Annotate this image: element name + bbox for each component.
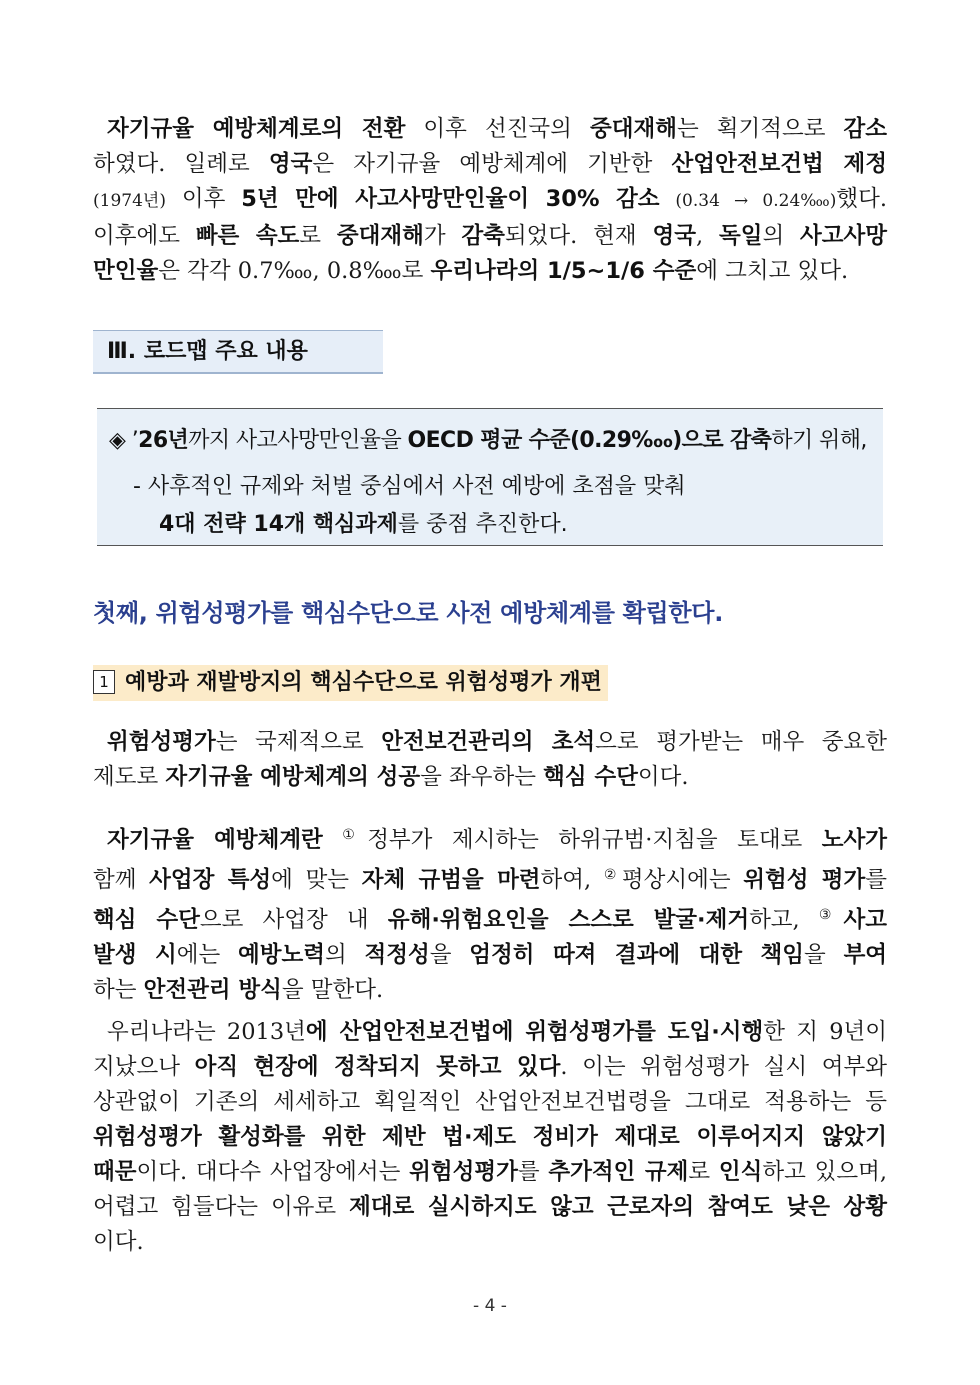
text-bold: 부여 [843,942,888,968]
text-run: 이다. [93,1229,144,1255]
text-run: 이후 선진국의 [405,116,590,142]
text-bold: OECD 평균 수준(0.29‱)으로 감축 [407,428,772,453]
text-run: 가 [423,223,462,249]
text-bold: 중대재해 [589,116,677,142]
text-bold: 에 [305,1019,340,1045]
text-bold: 때문 [93,1159,137,1185]
text-bold: 5년 만에 사고사망만인율이 30% 감소 [241,186,660,212]
text-run: 에 그치고 있다. [696,258,849,284]
text-run: 우리나라는 2013년 [107,1019,306,1045]
text-run: ③ [818,907,844,923]
task-heading-text: 예방과 재발방지의 핵심수단으로 위험성평가 개편 [125,670,602,695]
text-run: 하고 있으며, [762,1159,888,1185]
text-bold: 유해·위험요인을 스스로 발굴·제거 [387,907,750,933]
text-run: 으로 사업장 내 [199,907,388,933]
text-bold: 위험성 평가 [743,867,866,893]
text-run: ② [603,867,622,883]
text-run: 에 맞는 [271,867,362,893]
text-run: (0.34 → 0.24‱) [675,191,837,211]
text-run: 이후 [165,186,242,212]
text-run: 이다. 대다수 사업장에서는 [136,1159,410,1185]
text-run: 정부가 제시하는 하위규범·지침을 토대로 [367,827,822,853]
text-run: 은 각각 0.7‱, 0.8‱로 [158,258,431,284]
text-bold: 영국 [268,151,313,177]
text-bold: 중대재해 [336,223,424,249]
text-bold: 적정성 [364,942,430,968]
text-bold: 26년 [138,428,189,453]
text-bold: 안전관리 방식 [143,977,282,1003]
text-bold: 산업안전보건법 제정 [671,151,887,177]
text-bold: 안전보건관리의 초석 [381,729,596,755]
text-run: 에는 [176,942,238,968]
text-bold: 빠른 속도 [195,223,300,249]
text-bold: 추가적인 규제 [548,1159,689,1185]
text-bold: 자기규율 예방체계로의 전환 [107,116,406,142]
text-bold: 자기규율 예방체계의 성공 [165,764,421,790]
text-run: ① [342,827,368,843]
text-run: 지났으나 [93,1054,195,1080]
summary-line-approach: - 사후적인 규제와 처벌 중심에서 사전 예방에 초점을 맞춰 [133,474,686,499]
text-run: 함께 [93,867,150,893]
text-bold: 사고 [843,907,887,933]
intro-paragraph [93,112,887,289]
text-bold: 핵심 수단 [93,907,200,933]
text-run: 는 획기적으로 [676,116,844,142]
text-run: 는 국제적으로 [215,729,382,755]
text-run: 상관없이 기존의 세세하고 획일적인 산업안전보건법령을 그대로 적용하는 등 [93,1089,887,1115]
summary-box [97,408,883,546]
text-bold: 영국 [652,223,696,249]
text-run: 로 [299,223,337,249]
text-bold: 위험성평가 [409,1159,518,1185]
summary-line-strategy [159,507,568,538]
text-bold: 핵심 수단 [543,764,638,790]
text-run: . 이는 위험성평가 실시 여부와 [560,1054,888,1080]
text-bold: 아직 현장에 정착되지 못하고 있다 [194,1054,561,1080]
text-run: (1974년) [93,191,166,211]
text-bold: 인식 [718,1159,763,1185]
text-bold: 발생 시 [93,942,177,968]
text-run: , [695,223,719,249]
strategy-heading: 첫째, 위험성평가를 핵심수단으로 사전 예방체계를 확립한다. [93,599,724,627]
self-regulation-paragraph [93,818,887,1008]
text-bold: 제대로 실시하지도 않고 근로자의 참여도 낮은 상황 [349,1194,887,1220]
text-run: 를 중점 추진한다. [397,512,568,537]
text-run: 되었다. 현재 [504,223,653,249]
text-bold: 사업장 특성 [149,867,272,893]
text-run: 하기 위해, [771,428,867,453]
text-bold: 독일 [718,223,763,249]
text-run: 은 자기규율 예방체계에 기반한 [312,151,672,177]
text-run: 한 지 9년이 [763,1019,887,1045]
text-run: 의 [324,942,365,968]
text-run: 하였다. 일례로 [93,151,269,177]
text-run: 을 말한다. [281,977,384,1003]
text-run: 하여, [540,867,604,893]
text-bold: 엄정히 따져 결과에 대한 책임 [469,942,805,968]
text-bold: 자기규율 예방체계란 [107,827,323,853]
text-bold: 감소 [843,116,887,142]
text-run: 까지 사고사망만인율을 [188,428,408,453]
text-bold: 위험성평가 [107,729,216,755]
text-run: 이다. [637,764,689,790]
text-bold: 감축 [461,223,505,249]
text-run: 제도로 [93,764,166,790]
text-bold: 위험성평가 활성화를 위한 제반 법·제도 정비가 제대로 이루어지지 않았기 [93,1124,887,1150]
text-run: 을 [804,942,844,968]
text-run: 의 [762,223,801,249]
text-run: 했다. [836,186,888,212]
text-bold: 위험성평가를 도입·시행 [525,1019,764,1045]
text-run: 를 [865,867,888,893]
text-run: 하고, [749,907,819,933]
text-bold: 4대 전략 14개 핵심과제 [159,512,398,537]
task-heading [93,665,608,701]
text-run: 을 좌우하는 [420,764,544,790]
text-run: 이후에도 [93,223,196,249]
text-run: 을 [429,942,470,968]
text-bold: 산업안전보건법 [339,1019,492,1045]
section-heading: Ⅲ. 로드맵 주요 내용 [93,330,383,374]
text-bold: 만인율 [93,258,159,284]
text-run: ◈ ’ [109,428,139,453]
summary-line-goal [109,423,867,454]
text-run: 를 [517,1159,549,1185]
risk-assessment-paragraph [93,725,887,795]
page-number: - 4 - [473,1296,507,1316]
text-bold: 노사가 [821,827,888,853]
text-bold: 자체 규범을 마련 [361,867,541,893]
text-run: 평상시에는 [621,867,744,893]
text-run: 어렵고 힘들다는 이유로 [93,1194,350,1220]
text-bold: 에 [491,1019,526,1045]
current-status-paragraph [93,1015,887,1260]
text-run: 로 [688,1159,719,1185]
text-bold: 사고사망 [800,223,887,249]
text-run: 으로 평가받는 매우 중요한 [595,729,888,755]
text-bold: 예방노력 [237,942,325,968]
text-run: 하는 [93,977,144,1003]
text-bold: 우리나라의 1/5~1/6 수준 [430,258,697,284]
task-number-box: 1 [93,670,115,694]
